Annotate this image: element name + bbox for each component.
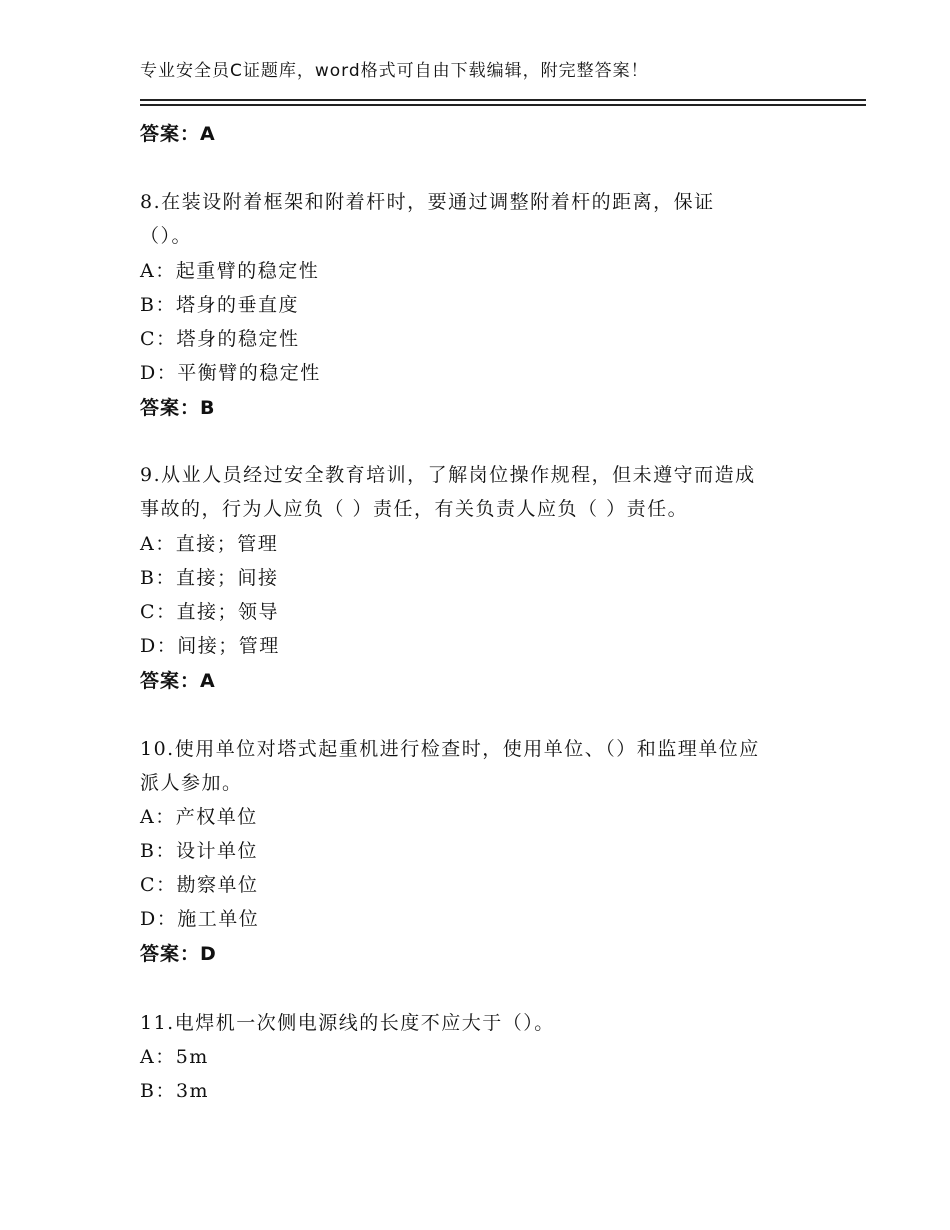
question-10-option-b: B：设计单位 xyxy=(140,840,258,862)
question-8-answer: 答案：B xyxy=(140,397,216,419)
question-9-stem-line-2: 事故的，行为人应负（ ）责任，有关负责人应负（ ）责任。 xyxy=(140,498,689,520)
question-8-option-c: C：塔身的稳定性 xyxy=(140,328,300,350)
question-11-option-a: A：5m xyxy=(140,1046,209,1068)
question-11-option-b: B：3m xyxy=(140,1080,210,1102)
question-8-option-a: A：起重臂的稳定性 xyxy=(140,260,320,282)
question-9-option-b: B：直接；间接 xyxy=(140,567,279,589)
question-9-stem-line-1: 9.从业人员经过安全教育培训，了解岗位操作规程，但未遵守而造成 xyxy=(140,464,756,486)
question-10-option-d: D：施工单位 xyxy=(140,908,260,930)
question-9-option-d: D：间接；管理 xyxy=(140,635,280,657)
answer-previous: 答案：A xyxy=(140,123,216,145)
question-8-option-b: B：塔身的垂直度 xyxy=(140,294,299,316)
question-8-stem-line-2: （）。 xyxy=(140,225,193,247)
question-10-option-a: A：产权单位 xyxy=(140,806,258,828)
question-10-option-c: C：勘察单位 xyxy=(140,874,259,896)
question-10-stem-line-2: 派人参加。 xyxy=(140,772,243,794)
question-10-answer: 答案：D xyxy=(140,943,217,965)
question-9-option-a: A：直接；管理 xyxy=(140,533,279,555)
question-11-stem-line-1: 11.电焊机一次侧电源线的长度不应大于（）。 xyxy=(140,1012,555,1034)
question-9-answer: 答案：A xyxy=(140,670,216,692)
question-10-stem-line-1: 10.使用单位对塔式起重机进行检查时，使用单位、（）和监理单位应 xyxy=(140,738,760,760)
header-rule-top xyxy=(140,99,866,101)
question-8-option-d: D：平衡臂的稳定性 xyxy=(140,362,321,384)
question-9-option-c: C：直接；领导 xyxy=(140,601,280,623)
document-header: 专业安全员C证题库，word格式可自由下载编辑，附完整答案！ xyxy=(140,61,649,81)
header-rule-bottom xyxy=(140,104,866,106)
question-8-stem-line-1: 8.在装设附着框架和附着杆时，要通过调整附着杆的距离，保证 xyxy=(140,191,715,213)
